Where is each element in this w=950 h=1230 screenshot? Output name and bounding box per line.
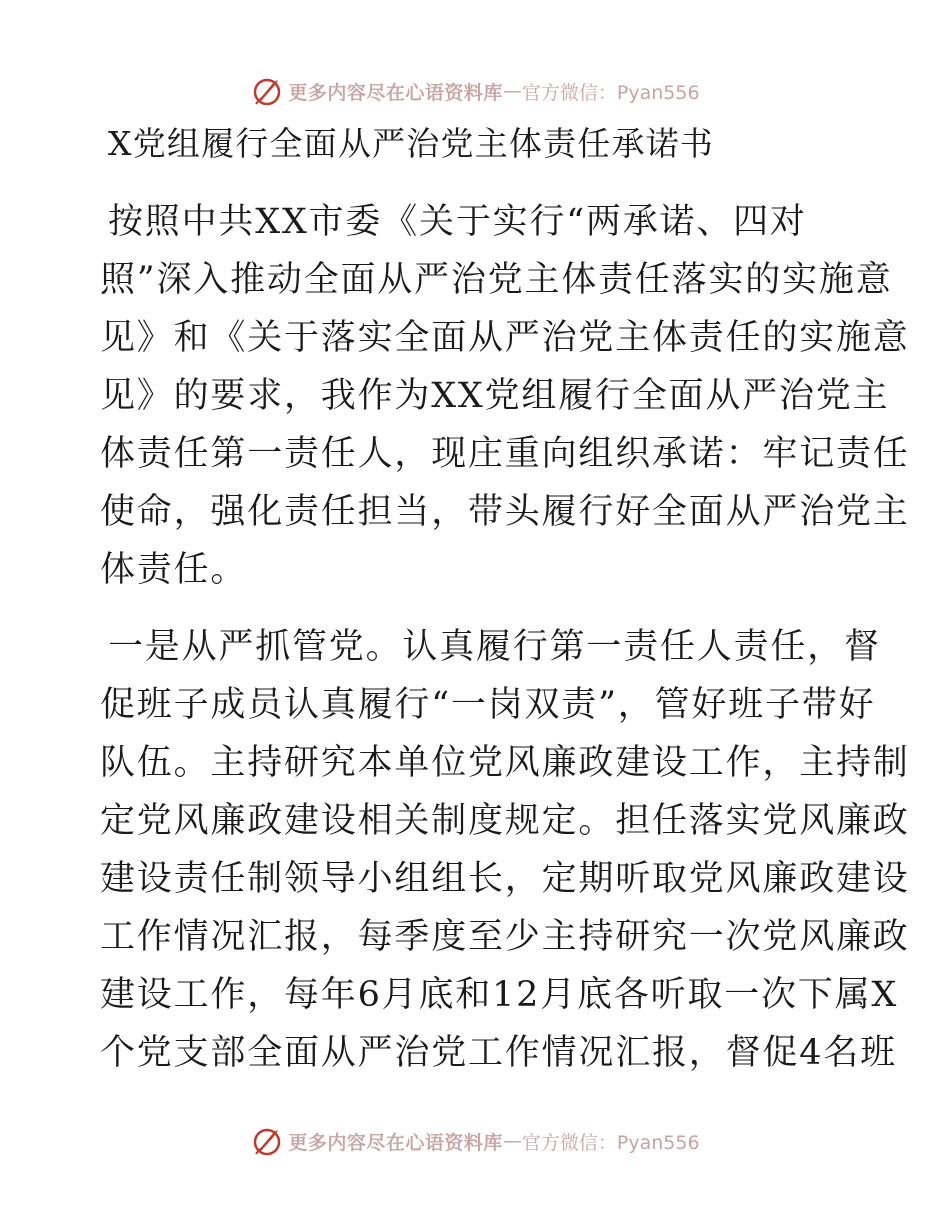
- quill-logo-icon: [250, 1124, 284, 1158]
- paragraph-2-line-1: 一是从严抓管党。认真履行第一责任人责任，督: [108, 627, 881, 667]
- paragraph-2-line-3: 队伍。主持研究本单位党风廉政建设工作，主持制: [100, 743, 910, 783]
- paragraph-1-line-4: 见》的要求，我作为XX党组履行全面从严治党主: [100, 376, 890, 416]
- watermark-site-text: 更多内容尽在心语资料库: [288, 81, 503, 104]
- paragraph-1-line-1: 按照中共XX市委《关于实行“两承诺、四对: [108, 202, 807, 242]
- watermark-contact-text: 官方微信：Pyan556: [521, 1131, 700, 1154]
- quill-logo-icon: [250, 74, 284, 108]
- paragraph-1-line-3: 见》和《关于落实全面从严治党主体责任的实施意: [100, 318, 910, 358]
- watermark-contact-text: 官方微信：Pyan556: [521, 81, 700, 104]
- watermark-footer: [0, 1121, 950, 1161]
- document-title: X党组履行全面从严治党主体责任承诺书: [108, 124, 715, 163]
- paragraph-1-line-7: 体责任。: [100, 550, 248, 590]
- paragraph-2-line-7: 建设工作，每年6月底和12月底各听取一次下属X: [100, 975, 899, 1015]
- watermark-separator: —: [502, 1130, 522, 1152]
- paragraph-1-line-5: 体责任第一责任人，现庄重向组织承诺：牢记责任: [100, 434, 910, 474]
- paragraph-2-line-2: 促班子成员认真履行“一岗双责”，管好班子带好: [100, 685, 876, 725]
- paragraph-2-line-6: 工作情况汇报，每季度至少主持研究一次党风廉政: [100, 917, 910, 957]
- paragraph-2-line-8: 个党支部全面从严治党工作情况汇报，督促4名班: [100, 1033, 897, 1073]
- watermark-header: [0, 71, 950, 111]
- watermark-site-text: 更多内容尽在心语资料库: [288, 1131, 503, 1154]
- watermark-separator: —: [502, 80, 522, 102]
- paragraph-2-line-4: 定党风廉政建设相关制度规定。担任落实党风廉政: [100, 801, 910, 841]
- paragraph-1-line-6: 使命，强化责任担当，带头履行好全面从严治党主: [100, 492, 910, 532]
- paragraph-1-line-2: 照”深入推动全面从严治党主体责任落实的实施意: [100, 260, 893, 300]
- paragraph-2-line-5: 建设责任制领导小组组长，定期听取党风廉政建设: [100, 859, 910, 899]
